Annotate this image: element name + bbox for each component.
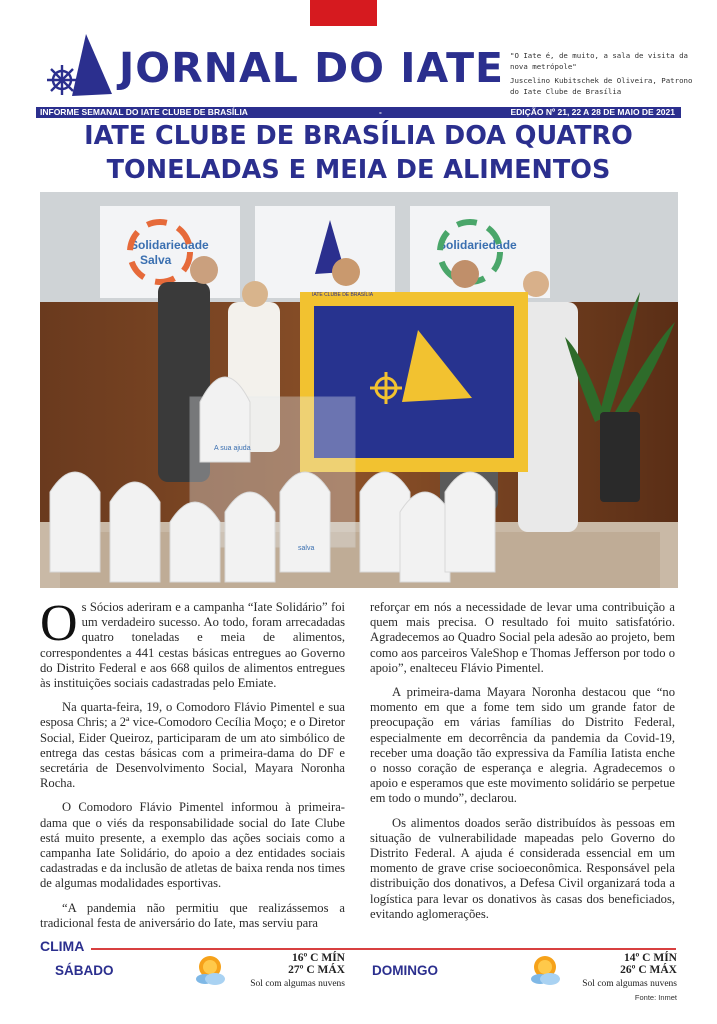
banner-text-2: Salva — [140, 253, 172, 267]
saturday-condition: Sol com algumas nuvens — [250, 979, 345, 989]
headline — [36, 119, 681, 187]
banner-text-3: Solidariedade — [438, 238, 517, 252]
sunday-min: 14º C MÍN — [624, 952, 677, 964]
top-red-tab — [310, 0, 377, 26]
saturday-min: 16º C MÍN — [292, 952, 345, 964]
weather-day-sunday: DOMINGO — [372, 963, 438, 978]
bag-label-2: salva — [298, 545, 315, 552]
saturday-temps — [288, 952, 345, 976]
edition-info: EDIÇÃO Nº 21, 22 A 28 DE MAIO DE 2021 — [510, 107, 675, 117]
weather-day-saturday: SÁBADO — [55, 963, 114, 978]
sun-cloud-icon — [193, 954, 227, 986]
article-paragraph-4-cont: reforçar em nós a necessidade de levar uma contribuição a quem mais precisa. O resultado foi muito satisfatório. Agradecemos ao Quadro Social pela adesão ao projeto, bem como aos parceiros ValeShop e Thomas Jefferson por todo o apoio”, enalteceu Flávio Pimentel. — [370, 600, 675, 675]
sun-cloud-icon — [528, 954, 562, 986]
article-column-left — [40, 595, 345, 940]
article-paragraph-1: Os Sócios aderiram e a campanha “Iate Solidário” foi um verdadeiro sucesso. Ao todo, foram arrecadadas quatro toneladas e meia de alimentos, correspondentes a 441 cestas básicas entregues ao Governo do Distrito Federal e aos 668 quilos de alimentos entregues às instituições sociais cadastradas pelo Emiate. — [40, 595, 345, 691]
weather-divider — [91, 948, 676, 950]
article-paragraph-3: O Comodoro Flávio Pimentel informou à primeira-dama que o viés da responsabilidade social do Iate Clube está muito presente, a exemplo das ações sociais como a campanha Iate Solidário, do apoio a dez entidades sociais cadastradas e da inclusão de atletas de baixa renda nos times de algumas modalidades esportivas. — [40, 800, 345, 891]
article-paragraph-6: Os alimentos doados serão distribuídos às pessoas em situação de vulnerabilidade mapeadas pelo Governo do Distrito Federal. A ajuda é considerada essencial em um momento de grave crise socioeconômica. Responsável pela distribuição dos donativos, a Defesa Civil organizará toda a logística para levar os donativos às casas dos beneficiados, evitando aglomerações. — [370, 815, 675, 921]
quote-text: "O Iate é, de muito, a sala de visita da nova metrópole" — [510, 51, 688, 71]
article-paragraph-4: “A pandemia não permitiu que realizássemos a tradicional festa de aniversário do Iate, mas serviu para — [40, 900, 345, 930]
headline-line-1: IATE CLUBE DE BRASÍLIA DOA QUATRO — [84, 121, 633, 151]
weather-label: CLIMA — [40, 938, 85, 954]
article-column-right — [370, 600, 675, 931]
weather-source: Fonte: Inmet — [634, 993, 677, 1002]
saturday-max: 27º C MÁX — [288, 964, 345, 976]
headline-line-2: TONELADAS E MEIA DE ALIMENTOS — [106, 155, 611, 185]
sunday-condition: Sol com algumas nuvens — [582, 979, 677, 989]
info-separator: - — [379, 107, 382, 117]
quote-author: Juscelino Kubitschek de Oliveira, Patrono do Iate Clube de Brasília — [510, 76, 693, 96]
sunday-max: 26º C MÁX — [620, 964, 677, 976]
masthead-title: JORNAL DO IATE — [119, 44, 505, 92]
publication-info: INFORME SEMANAL DO IATE CLUBE DE BRASÍLIA — [40, 107, 248, 117]
sign-text: IATE CLUBE DE BRASÍLIA — [312, 292, 374, 298]
sunday-temps — [620, 952, 677, 976]
banner-text: Solidariedade — [130, 238, 209, 252]
bag-label: A sua ajuda — [214, 445, 251, 452]
article-paragraph-5: A primeira-dama Mayara Noronha destacou que “no momento em que a fome tem sido um grande fator de preocupação em várias famílias do Distrito Federal, especialmente em decorrência da pandemia da Covid-19, receber uma doação tão expressiva da Família Iatista enche o nosso coração de esperança e alegria. Agradecemos o apoio e esperamos que este movimento solidário se perpetue em todo o mundo”, declarou. — [370, 685, 675, 806]
iate-logo-icon — [42, 34, 114, 104]
info-bar — [36, 107, 681, 118]
masthead-quote — [510, 50, 700, 100]
article-paragraph-2: Na quarta-feira, 19, o Comodoro Flávio Pimentel e sua esposa Chris; a 2ª vice-Comodoro Cecília Moço; e o Diretor Social, Eider Queiroz, participaram de um ato simbólico de entrega das cestas básicas com a primeira-dama do DF e secretária de Desenvolvimento Social, Mayara Noronha Rocha. — [40, 700, 345, 791]
drop-cap: O — [40, 595, 78, 652]
event-photo — [40, 192, 678, 588]
